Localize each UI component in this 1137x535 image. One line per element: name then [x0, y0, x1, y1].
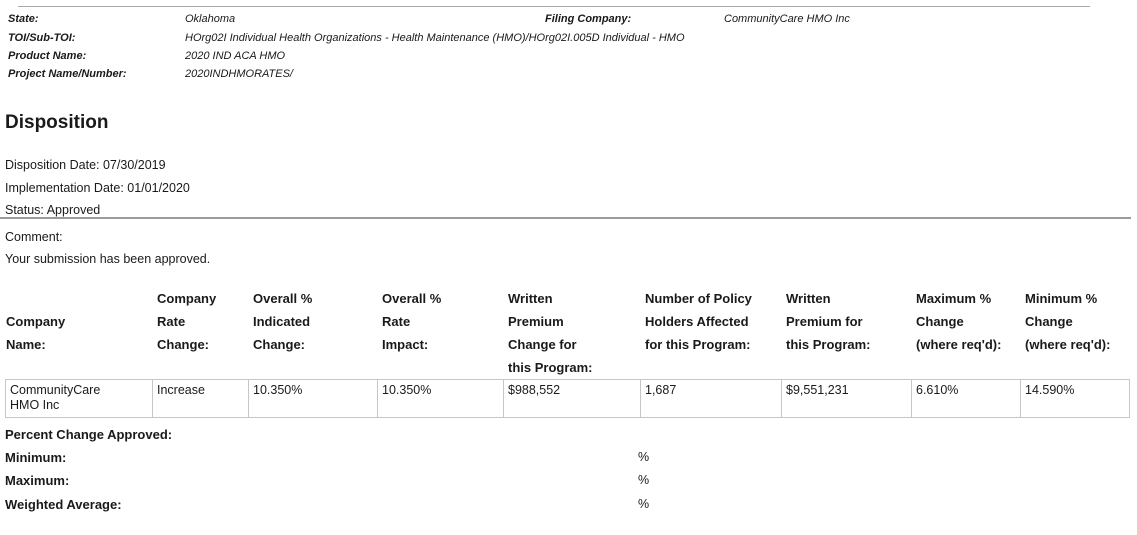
percent-change-maximum-row: [0, 473, 1137, 490]
filing-company-value: CommunityCare HMO Inc: [724, 13, 850, 25]
cell-written-premium-change: $988,552: [503, 380, 640, 417]
minimum-label: Minimum:: [5, 450, 67, 465]
disposition-date-row: [5, 158, 166, 172]
header-row-product: [0, 50, 1137, 66]
header-row-toi: [0, 32, 1137, 48]
toi-label: TOI/Sub-TOI:: [8, 32, 76, 44]
comment-label: Comment:: [5, 230, 63, 244]
top-divider: [18, 6, 1090, 7]
cell-overall-indicated-change: 10.350%: [248, 380, 377, 417]
comment-text: Your submission has been approved.: [5, 252, 211, 266]
col-header-written-premium-change: Written Premium Change for this Program:: [508, 291, 593, 375]
disposition-date-label: Disposition Date:: [5, 158, 100, 172]
cell-overall-rate-impact: 10.350%: [377, 380, 503, 417]
product-name-value: 2020 IND ACA HMO: [185, 50, 286, 62]
col-header-company-rate-change: Company Rate Change:: [157, 291, 217, 352]
state-value: Oklahoma: [185, 13, 236, 25]
percent-change-weighted-average-row: [0, 497, 1137, 514]
col-header-maximum-change: Maximum % Change (where req'd):: [916, 291, 1002, 352]
maximum-unit: %: [638, 473, 650, 487]
filing-company-label: Filing Company:: [545, 13, 632, 25]
rate-change-table: [5, 287, 1130, 418]
disposition-date-value: 07/30/2019: [102, 158, 166, 172]
cell-company-rate-change: Increase: [152, 380, 248, 417]
col-header-written-premium: Written Premium for this Program:: [786, 291, 871, 352]
status-label: Status:: [5, 203, 44, 217]
col-header-minimum-change: Minimum % Change (where req'd):: [1025, 291, 1111, 352]
col-header-policy-holders-affected: Number of Policy Holders Affected for this Program:: [645, 291, 752, 352]
implementation-date-value: 01/01/2020: [127, 181, 190, 195]
project-name-label: Project Name/Number:: [8, 68, 127, 80]
percent-change-minimum-row: [0, 450, 1137, 467]
rate-table-header-row: [5, 287, 1130, 379]
col-header-overall-rate-impact: Overall % Rate Impact:: [382, 291, 442, 352]
maximum-label: Maximum:: [5, 473, 70, 488]
project-name-value: 2020INDHMORATES/: [185, 68, 293, 80]
status-divider: [0, 217, 1131, 219]
header-row-project: [0, 68, 1137, 84]
cell-company-name: CommunityCare HMO Inc: [5, 380, 152, 417]
toi-value: HOrg02I Individual Health Organizations - Health Maintenance (HMO)/HOrg02I.005D Individual - HMO: [185, 32, 685, 44]
table-row: [5, 379, 1130, 418]
col-header-overall-indicated-change: Overall % Indicated Change:: [253, 291, 313, 352]
cell-minimum-change: 14.590%: [1020, 380, 1130, 417]
cell-written-premium: $9,551,231: [781, 380, 911, 417]
col-header-company-name: Company Name:: [6, 314, 66, 352]
status-value: Approved: [46, 203, 101, 217]
weighted-average-unit: %: [638, 497, 650, 511]
header-row-state: [0, 13, 1137, 29]
cell-maximum-change: 6.610%: [911, 380, 1020, 417]
page-title: Disposition: [5, 112, 109, 133]
implementation-date-label: Implementation Date:: [5, 181, 124, 195]
weighted-average-label: Weighted Average:: [5, 497, 122, 512]
state-label: State:: [8, 13, 39, 25]
status-row: [5, 203, 100, 217]
implementation-date-row: [5, 181, 190, 195]
minimum-unit: %: [638, 450, 650, 464]
product-name-label: Product Name:: [8, 50, 87, 62]
percent-change-approved-heading: Percent Change Approved:: [5, 427, 173, 442]
cell-policy-holders-affected: 1,687: [640, 380, 781, 417]
